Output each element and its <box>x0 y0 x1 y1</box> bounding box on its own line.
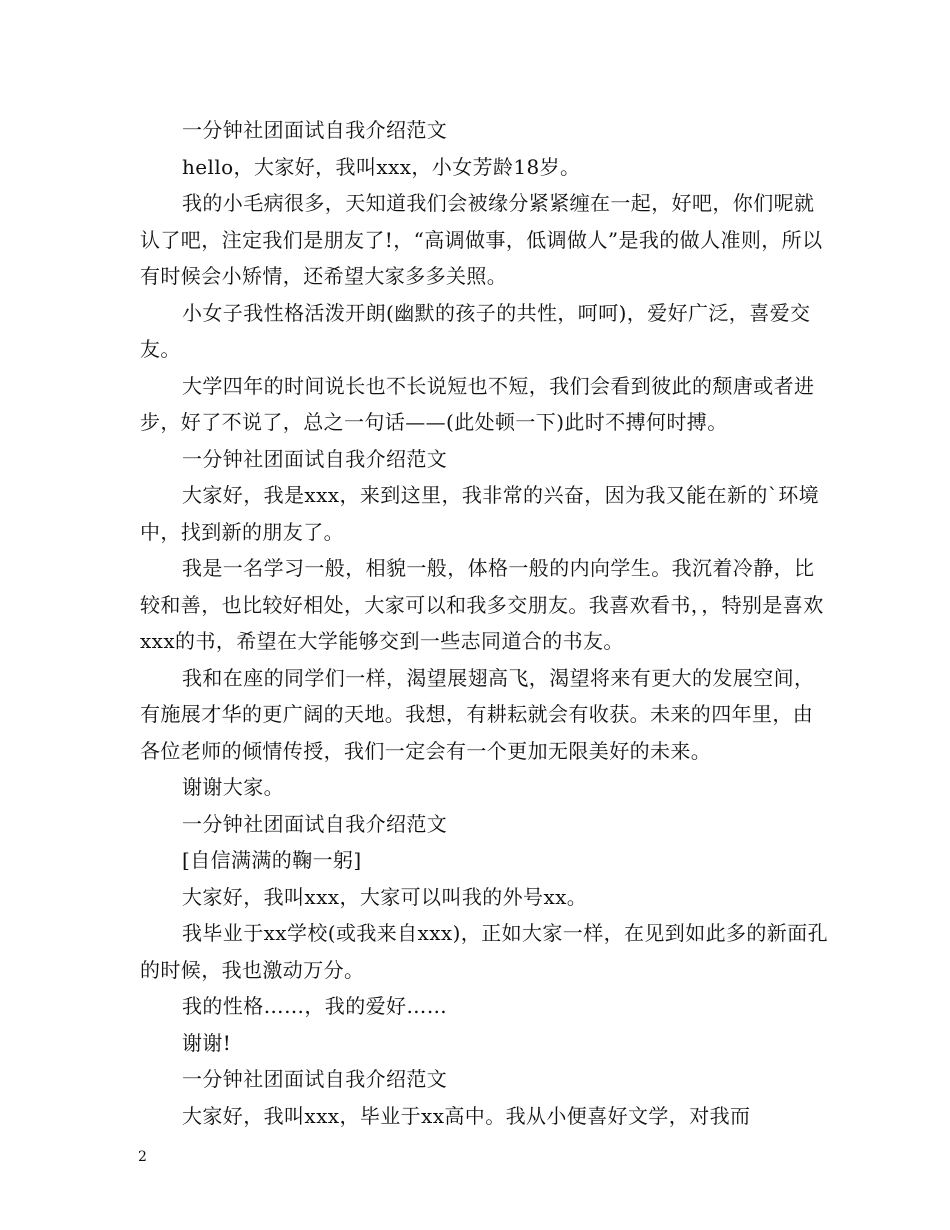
heading-2: 一分钟社团面试自我介绍范文 <box>182 446 448 471</box>
paragraph: [自信满满的鞠一躬] <box>182 848 362 872</box>
paragraph: 大家好，我叫xxx，大家可以叫我的外号xx。 <box>182 884 588 909</box>
paragraph: 我和在座的同学们一样，渴望展翅高飞，渴望将来有更大的发展空间，有施展才华的更广阔的天地。我想，有耕耘就会有收获。未来的四年里，由各位老师的倾情传授，我们一定会有一个更加无限美好的未来。 <box>140 665 815 763</box>
paragraph: 小女子我性格活泼开朗(幽默的孩子的共性，呵呵)，爱好广泛，喜爱交友。 <box>140 300 811 361</box>
heading-1: 一分钟社团面试自我介绍范文 <box>182 118 448 142</box>
paragraph: 谢谢! <box>182 1030 232 1055</box>
paragraph: 大家好，我是xxx，来到这里，我非常的兴奋，因为我又能在新的`环境中，找到新的朋友了。 <box>140 483 820 544</box>
paragraph: 谢谢大家。 <box>182 775 284 799</box>
paragraph: 我是一名学习一般，相貌一般，体格一般的内向学生。我沉着冷静，比较和善，也比较好相处，大家可以和我多交朋友。我喜欢看书，，特别是喜欢xxx的书，希望在大学能够交到一些志同道合的书友。 <box>140 556 824 653</box>
document-body <box>140 112 830 1134</box>
paragraph: 大家好，我叫xxx，毕业于xx高中。我从小便喜好文学，对我而 <box>182 1103 751 1128</box>
paragraph: 我毕业于xx学校(或我来自xxx)，正如大家一样，在见到如此多的新面孔的时候，我也激动万分。 <box>140 921 829 982</box>
heading-4: 一分钟社团面试自我介绍范文 <box>182 1067 448 1091</box>
paragraph: hello，大家好，我叫xxx，小女芳龄18岁。 <box>182 154 581 179</box>
paragraph: 我的小毛病很多，天知道我们会被缘分紧紧缠在一起，好吧，你们呢就认了吧，注定我们是朋友了!，“高调做事，低调做人”是我的做人准则，所以有时候会小矫情，还希望大家多多关照。 <box>140 191 823 288</box>
paragraph: 大学四年的时间说长也不长说短也不短，我们会看到彼此的颓唐或者进步，好了不说了，总之一句话——(此处顿一下)此时不搏何时搏。 <box>140 373 815 434</box>
page-number: 2 <box>138 1149 147 1165</box>
heading-3: 一分钟社团面试自我介绍范文 <box>182 811 448 836</box>
paragraph: 我的性格……，我的爱好…… <box>182 994 448 1018</box>
